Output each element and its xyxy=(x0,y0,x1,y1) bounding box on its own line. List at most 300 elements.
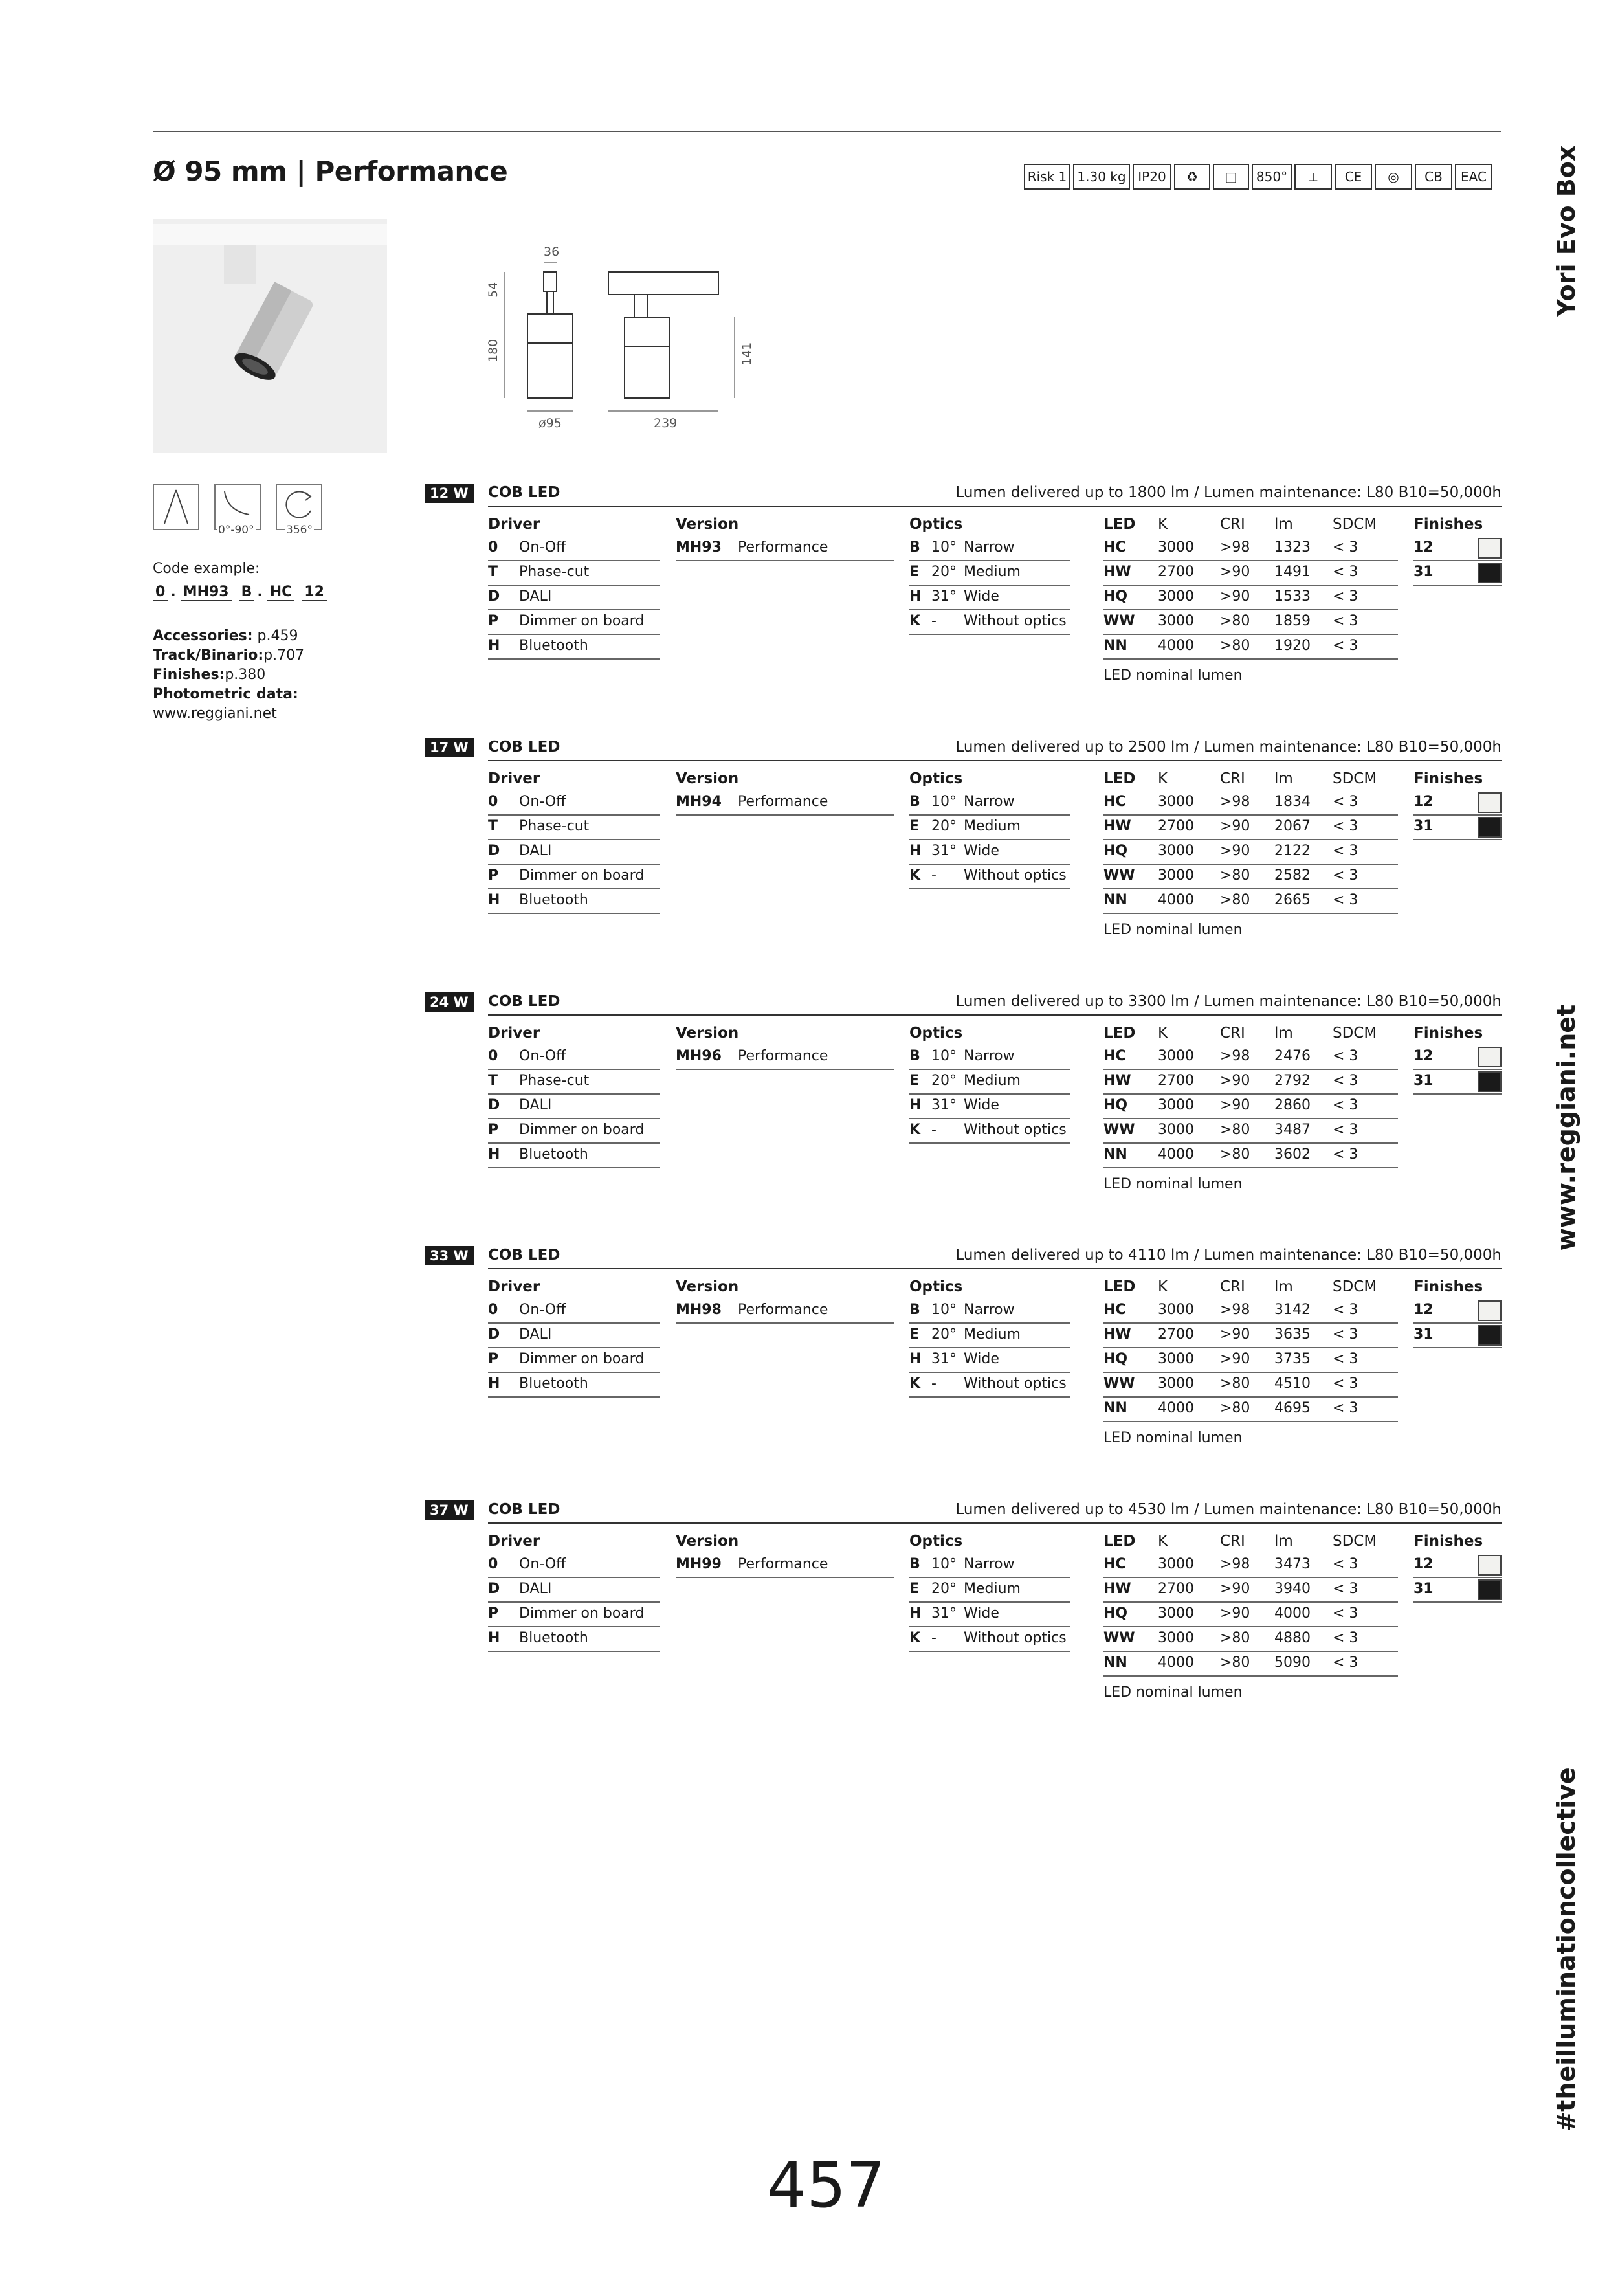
optics-code: E xyxy=(909,1073,920,1089)
led-cell: < 3 xyxy=(1333,1376,1358,1392)
driver-row[interactable] xyxy=(488,561,660,586)
version-column xyxy=(676,1021,894,1070)
finish-row[interactable] xyxy=(1413,1554,1502,1578)
led-cell: 2582 xyxy=(1274,867,1311,884)
led-cell: 4695 xyxy=(1274,1400,1311,1416)
led-cell: HC xyxy=(1103,1048,1126,1064)
optics-name: Medium xyxy=(964,1073,1021,1089)
led-cell: HQ xyxy=(1103,1605,1128,1622)
led-cell: < 3 xyxy=(1333,818,1358,834)
version-row[interactable] xyxy=(676,1045,894,1070)
driver-code: T xyxy=(488,818,498,834)
led-cell: < 3 xyxy=(1333,1146,1358,1163)
led-cell: 4880 xyxy=(1274,1630,1311,1646)
driver-row[interactable] xyxy=(488,586,660,610)
certification-badge: CB xyxy=(1415,164,1452,190)
finish-row[interactable] xyxy=(1413,561,1502,586)
code-example-label: Code example: xyxy=(153,561,260,577)
driver-row[interactable] xyxy=(488,537,660,561)
version-name: Performance xyxy=(738,1556,828,1572)
led-cell: 2700 xyxy=(1158,1073,1194,1089)
led-row[interactable] xyxy=(1103,840,1398,865)
wattage-badge: 24 W xyxy=(425,992,474,1012)
led-row[interactable] xyxy=(1103,791,1398,816)
led-header-lm: lm xyxy=(1274,1025,1293,1042)
optics-code: E xyxy=(909,1326,920,1343)
finish-swatch xyxy=(1478,1300,1502,1321)
led-cell: HC xyxy=(1103,794,1126,810)
led-row[interactable] xyxy=(1103,610,1398,635)
led-row[interactable] xyxy=(1103,1398,1398,1422)
version-column xyxy=(676,1275,894,1324)
version-name: Performance xyxy=(738,1048,828,1064)
dimension-label: ø95 xyxy=(538,416,562,430)
product-section xyxy=(425,484,1502,697)
optics-code: K xyxy=(909,1376,921,1392)
optics-angle: 31° xyxy=(931,1351,957,1367)
optics-name: Narrow xyxy=(964,1048,1015,1064)
led-row[interactable] xyxy=(1103,1095,1398,1119)
led-header-led: LED xyxy=(1103,1278,1136,1295)
version-header: Version xyxy=(676,1533,739,1550)
led-row[interactable] xyxy=(1103,889,1398,914)
optics-row[interactable] xyxy=(909,537,1070,561)
driver-name: Dimmer on board xyxy=(519,1605,645,1622)
optics-angle: 10° xyxy=(931,1556,957,1572)
led-cell: HW xyxy=(1103,1581,1131,1597)
optics-row[interactable] xyxy=(909,1348,1070,1373)
led-cell: 1533 xyxy=(1274,588,1311,605)
version-code: MH99 xyxy=(676,1556,722,1572)
led-row[interactable] xyxy=(1103,586,1398,610)
led-cell: 3602 xyxy=(1274,1146,1311,1163)
led-cell: < 3 xyxy=(1333,1351,1358,1367)
driver-code: 0 xyxy=(488,794,498,810)
section-title: COB LED xyxy=(488,739,560,755)
led-row[interactable] xyxy=(1103,1144,1398,1168)
version-code: MH96 xyxy=(676,1048,722,1064)
led-cell: HW xyxy=(1103,818,1131,834)
optics-angle: 20° xyxy=(931,1581,957,1597)
optics-code: K xyxy=(909,1122,921,1138)
led-cell: WW xyxy=(1103,867,1135,884)
driver-code: P xyxy=(488,867,499,884)
optics-row[interactable] xyxy=(909,1045,1070,1070)
optics-angle: - xyxy=(931,867,936,884)
finishes-ref-value[interactable]: p.380 xyxy=(225,667,266,683)
optics-row[interactable] xyxy=(909,1095,1070,1119)
driver-code: H xyxy=(488,638,500,654)
led-cell: 4000 xyxy=(1274,1605,1311,1622)
page-number: 457 xyxy=(767,2149,886,2222)
led-cell: 1859 xyxy=(1274,613,1311,629)
led-column xyxy=(1103,512,1398,684)
led-cell: 3000 xyxy=(1158,1097,1194,1113)
finish-row[interactable] xyxy=(1413,816,1502,840)
driver-row[interactable] xyxy=(488,1578,660,1603)
driver-row[interactable] xyxy=(488,1348,660,1373)
certification-badge: CE xyxy=(1335,164,1372,190)
led-cell: HW xyxy=(1103,1326,1131,1343)
led-cell: 3000 xyxy=(1158,1556,1194,1572)
finish-row[interactable] xyxy=(1413,537,1502,561)
finish-code: 31 xyxy=(1413,818,1434,834)
driver-row[interactable] xyxy=(488,1324,660,1348)
finishes-column xyxy=(1413,512,1502,586)
photometric-link[interactable]: www.reggiani.net xyxy=(153,706,277,722)
finish-swatch xyxy=(1478,1071,1502,1092)
led-cell: WW xyxy=(1103,1630,1135,1646)
driver-column xyxy=(488,1275,660,1398)
optics-angle: 10° xyxy=(931,1302,957,1318)
optics-code: H xyxy=(909,588,922,605)
optics-code: K xyxy=(909,867,921,884)
led-cell: < 3 xyxy=(1333,1605,1358,1622)
led-cell: HC xyxy=(1103,539,1126,555)
driver-code: T xyxy=(488,564,498,580)
optics-angle: 20° xyxy=(931,1326,957,1343)
led-cell: 2067 xyxy=(1274,818,1311,834)
optics-row[interactable] xyxy=(909,1554,1070,1578)
led-cell: 3000 xyxy=(1158,843,1194,859)
lumen-spec: Lumen delivered up to 4530 lm / Lumen maintenance: L80 B10=50,000h xyxy=(955,1501,1502,1518)
driver-name: DALI xyxy=(519,1581,552,1597)
led-cell: < 3 xyxy=(1333,1326,1358,1343)
code-example: 0 . MH93 B . HC 12 xyxy=(153,584,329,601)
driver-name: DALI xyxy=(519,843,552,859)
led-cell: >90 xyxy=(1220,843,1250,859)
driver-name: On-Off xyxy=(519,539,566,555)
version-column xyxy=(676,512,894,561)
section-title: COB LED xyxy=(488,1247,560,1264)
led-cell: 3940 xyxy=(1274,1581,1311,1597)
led-row[interactable] xyxy=(1103,537,1398,561)
driver-name: On-Off xyxy=(519,794,566,810)
optics-row[interactable] xyxy=(909,1627,1070,1652)
finish-swatch xyxy=(1478,1325,1502,1346)
finish-row[interactable] xyxy=(1413,1070,1502,1095)
led-cell: < 3 xyxy=(1333,1048,1358,1064)
led-row[interactable] xyxy=(1103,1324,1398,1348)
optics-row[interactable] xyxy=(909,1070,1070,1095)
driver-row[interactable] xyxy=(488,816,660,840)
finishes-header: Finishes xyxy=(1413,1025,1483,1042)
finish-code: 12 xyxy=(1413,1048,1434,1064)
optics-column xyxy=(909,1529,1070,1652)
led-cell: < 3 xyxy=(1333,1556,1358,1572)
finish-row[interactable] xyxy=(1413,1045,1502,1070)
optics-row[interactable] xyxy=(909,865,1070,889)
optics-angle: - xyxy=(931,1376,936,1392)
led-header-lm: lm xyxy=(1274,516,1293,533)
led-row[interactable] xyxy=(1103,1045,1398,1070)
wattage-badge: 37 W xyxy=(425,1500,474,1520)
driver-row[interactable] xyxy=(488,865,660,889)
led-cell: >80 xyxy=(1220,1376,1250,1392)
driver-row[interactable] xyxy=(488,1095,660,1119)
optics-header: Optics xyxy=(909,770,963,787)
optics-name: Wide xyxy=(964,1097,999,1113)
led-cell: NN xyxy=(1103,892,1127,908)
led-row[interactable] xyxy=(1103,1119,1398,1144)
optics-name: Wide xyxy=(964,843,999,859)
finish-code: 31 xyxy=(1413,1073,1434,1089)
led-cell: >90 xyxy=(1220,588,1250,605)
led-row[interactable] xyxy=(1103,816,1398,840)
led-row[interactable] xyxy=(1103,1627,1398,1652)
nominal-lumen-note: LED nominal lumen xyxy=(1103,667,1243,684)
led-cell: >90 xyxy=(1220,1097,1250,1113)
led-row[interactable] xyxy=(1103,1070,1398,1095)
nominal-lumen-note: LED nominal lumen xyxy=(1103,1176,1243,1192)
optics-row[interactable] xyxy=(909,1119,1070,1144)
led-row[interactable] xyxy=(1103,1299,1398,1324)
driver-name: Dimmer on board xyxy=(519,1351,645,1367)
led-header-k: K xyxy=(1158,1025,1168,1042)
version-row[interactable] xyxy=(676,1554,894,1578)
led-column xyxy=(1103,766,1398,938)
led-header-sdcm: SDCM xyxy=(1333,1025,1377,1042)
led-cell: 3000 xyxy=(1158,613,1194,629)
optics-row[interactable] xyxy=(909,610,1070,635)
driver-row[interactable] xyxy=(488,1144,660,1168)
led-cell: WW xyxy=(1103,1376,1135,1392)
led-cell: HC xyxy=(1103,1302,1126,1318)
driver-row[interactable] xyxy=(488,1070,660,1095)
optics-code: B xyxy=(909,1556,920,1572)
led-cell: < 3 xyxy=(1333,588,1358,605)
dimension-label: 36 xyxy=(544,245,560,259)
led-row[interactable] xyxy=(1103,1373,1398,1398)
optics-name: Medium xyxy=(964,564,1021,580)
led-cell: < 3 xyxy=(1333,1655,1358,1671)
finish-row[interactable] xyxy=(1413,1299,1502,1324)
driver-row[interactable] xyxy=(488,1627,660,1652)
led-cell: 3735 xyxy=(1274,1351,1311,1367)
finishes-header: Finishes xyxy=(1413,1533,1483,1550)
driver-row[interactable] xyxy=(488,791,660,816)
dimension-label: 141 xyxy=(740,342,754,366)
led-cell: HQ xyxy=(1103,1097,1128,1113)
led-header-sdcm: SDCM xyxy=(1333,770,1377,787)
led-cell: < 3 xyxy=(1333,1581,1358,1597)
driver-row[interactable] xyxy=(488,1299,660,1324)
driver-name: Phase-cut xyxy=(519,818,590,834)
finishes-column xyxy=(1413,1021,1502,1095)
optics-code: H xyxy=(909,1605,922,1622)
led-header-cri: CRI xyxy=(1220,1025,1245,1042)
optics-row[interactable] xyxy=(909,1299,1070,1324)
led-header-sdcm: SDCM xyxy=(1333,1278,1377,1295)
driver-name: Dimmer on board xyxy=(519,867,645,884)
track-value[interactable]: p.707 xyxy=(263,647,305,663)
optics-row[interactable] xyxy=(909,791,1070,816)
optics-angle: 20° xyxy=(931,1073,957,1089)
dimension-label: 180 xyxy=(486,339,500,362)
optics-code: B xyxy=(909,539,920,555)
optics-row[interactable] xyxy=(909,1373,1070,1398)
led-cell: >80 xyxy=(1220,1630,1250,1646)
driver-code: D xyxy=(488,1097,500,1113)
driver-name: Phase-cut xyxy=(519,1073,590,1089)
optics-column xyxy=(909,766,1070,889)
led-cell: 3473 xyxy=(1274,1556,1311,1572)
optics-angle: 31° xyxy=(931,1605,957,1622)
led-cell: < 3 xyxy=(1333,1400,1358,1416)
optics-row[interactable] xyxy=(909,1603,1070,1627)
finishes-column xyxy=(1413,766,1502,840)
driver-code: D xyxy=(488,588,500,605)
driver-row[interactable] xyxy=(488,1603,660,1627)
led-row[interactable] xyxy=(1103,1578,1398,1603)
optics-name: Wide xyxy=(964,1351,999,1367)
driver-name: Bluetooth xyxy=(519,1146,588,1163)
led-cell: >80 xyxy=(1220,867,1250,884)
led-cell: >98 xyxy=(1220,1048,1250,1064)
driver-code: H xyxy=(488,1376,500,1392)
product-photo xyxy=(153,219,387,453)
accessories-value[interactable]: p.459 xyxy=(257,628,298,644)
finish-row[interactable] xyxy=(1413,1578,1502,1603)
optics-name: Wide xyxy=(964,1605,999,1622)
finishes-header: Finishes xyxy=(1413,1278,1483,1295)
driver-row[interactable] xyxy=(488,889,660,914)
optics-angle: 20° xyxy=(931,564,957,580)
driver-row[interactable] xyxy=(488,1119,660,1144)
led-header-row xyxy=(1103,1021,1398,1045)
led-cell: 4000 xyxy=(1158,1146,1194,1163)
driver-name: On-Off xyxy=(519,1302,566,1318)
driver-code: P xyxy=(488,1351,499,1367)
product-section xyxy=(425,1500,1502,1714)
code-part-optics: B xyxy=(239,584,255,601)
led-row[interactable] xyxy=(1103,1652,1398,1677)
led-cell: 2700 xyxy=(1158,1326,1194,1343)
led-row[interactable] xyxy=(1103,561,1398,586)
led-row[interactable] xyxy=(1103,1554,1398,1578)
led-cell: 3000 xyxy=(1158,794,1194,810)
optics-row[interactable] xyxy=(909,816,1070,840)
version-row[interactable] xyxy=(676,537,894,561)
section-title: COB LED xyxy=(488,1501,560,1518)
driver-code: H xyxy=(488,892,500,908)
led-cell: < 3 xyxy=(1333,1302,1358,1318)
led-cell: < 3 xyxy=(1333,1122,1358,1138)
driver-code: P xyxy=(488,1122,499,1138)
version-row[interactable] xyxy=(676,791,894,816)
optics-angle: 10° xyxy=(931,794,957,810)
led-header-led: LED xyxy=(1103,1025,1136,1042)
website-vertical[interactable]: www.reggiani.net xyxy=(1552,1004,1580,1251)
led-row[interactable] xyxy=(1103,635,1398,660)
rotation-label: 356° xyxy=(286,524,313,537)
led-header-k: K xyxy=(1158,1278,1168,1295)
finishes-ref-label: Finishes: xyxy=(153,667,225,683)
led-cell: NN xyxy=(1103,1400,1127,1416)
led-cell: 2792 xyxy=(1274,1073,1311,1089)
optics-code: E xyxy=(909,564,920,580)
led-cell: 4000 xyxy=(1158,1655,1194,1671)
driver-row[interactable] xyxy=(488,1554,660,1578)
led-cell: >80 xyxy=(1220,1400,1250,1416)
optics-row[interactable] xyxy=(909,586,1070,610)
led-row[interactable] xyxy=(1103,865,1398,889)
optics-code: B xyxy=(909,794,920,810)
driver-header: Driver xyxy=(488,1278,540,1295)
code-part-version: MH93 xyxy=(181,584,232,601)
led-cell: 5090 xyxy=(1274,1655,1311,1671)
optics-header: Optics xyxy=(909,1278,963,1295)
led-row[interactable] xyxy=(1103,1348,1398,1373)
driver-name: Phase-cut xyxy=(519,564,590,580)
led-column xyxy=(1103,1529,1398,1700)
optics-angle: - xyxy=(931,613,936,629)
led-header-k: K xyxy=(1158,516,1168,533)
optics-column xyxy=(909,512,1070,635)
dimension-label: 239 xyxy=(654,416,678,430)
led-cell: WW xyxy=(1103,1122,1135,1138)
accessories-label: Accessories: xyxy=(153,628,253,644)
finish-row[interactable] xyxy=(1413,791,1502,816)
section-rule xyxy=(488,506,1502,507)
version-row[interactable] xyxy=(676,1299,894,1324)
code-part-driver: 0 xyxy=(153,584,168,601)
reference-block xyxy=(153,627,304,724)
driver-name: DALI xyxy=(519,1097,552,1113)
led-header-cri: CRI xyxy=(1220,516,1245,533)
optics-name: Medium xyxy=(964,1581,1021,1597)
driver-row[interactable] xyxy=(488,610,660,635)
driver-name: DALI xyxy=(519,588,552,605)
driver-row[interactable] xyxy=(488,1045,660,1070)
optics-row[interactable] xyxy=(909,840,1070,865)
optics-row[interactable] xyxy=(909,1324,1070,1348)
led-cell: < 3 xyxy=(1333,892,1358,908)
driver-row[interactable] xyxy=(488,840,660,865)
driver-name: Bluetooth xyxy=(519,638,588,654)
optics-code: K xyxy=(909,613,921,629)
optics-row[interactable] xyxy=(909,1578,1070,1603)
optics-angle: - xyxy=(931,1122,936,1138)
optics-name: Wide xyxy=(964,588,999,605)
tilt-label: 0°-90° xyxy=(218,524,254,537)
optics-name: Without optics xyxy=(964,1630,1067,1646)
led-cell: 3000 xyxy=(1158,1351,1194,1367)
finish-swatch xyxy=(1478,563,1502,583)
driver-name: On-Off xyxy=(519,1556,566,1572)
version-code: MH93 xyxy=(676,539,722,555)
led-cell: HQ xyxy=(1103,843,1128,859)
driver-row[interactable] xyxy=(488,1373,660,1398)
optics-code: H xyxy=(909,1097,922,1113)
optics-name: Narrow xyxy=(964,794,1015,810)
driver-column xyxy=(488,1529,660,1652)
led-cell: 3000 xyxy=(1158,1605,1194,1622)
driver-row[interactable] xyxy=(488,635,660,660)
led-header-led: LED xyxy=(1103,516,1136,533)
lumen-spec: Lumen delivered up to 3300 lm / Lumen maintenance: L80 B10=50,000h xyxy=(955,993,1502,1010)
optics-header: Optics xyxy=(909,1533,963,1550)
led-header-sdcm: SDCM xyxy=(1333,1533,1377,1550)
led-row[interactable] xyxy=(1103,1603,1398,1627)
rotation-icon xyxy=(276,484,322,537)
led-cell: 3000 xyxy=(1158,1376,1194,1392)
optics-code: B xyxy=(909,1302,920,1318)
led-header-cri: CRI xyxy=(1220,1533,1245,1550)
finish-row[interactable] xyxy=(1413,1324,1502,1348)
lumen-spec: Lumen delivered up to 2500 lm / Lumen maintenance: L80 B10=50,000h xyxy=(955,739,1502,755)
optics-row[interactable] xyxy=(909,561,1070,586)
